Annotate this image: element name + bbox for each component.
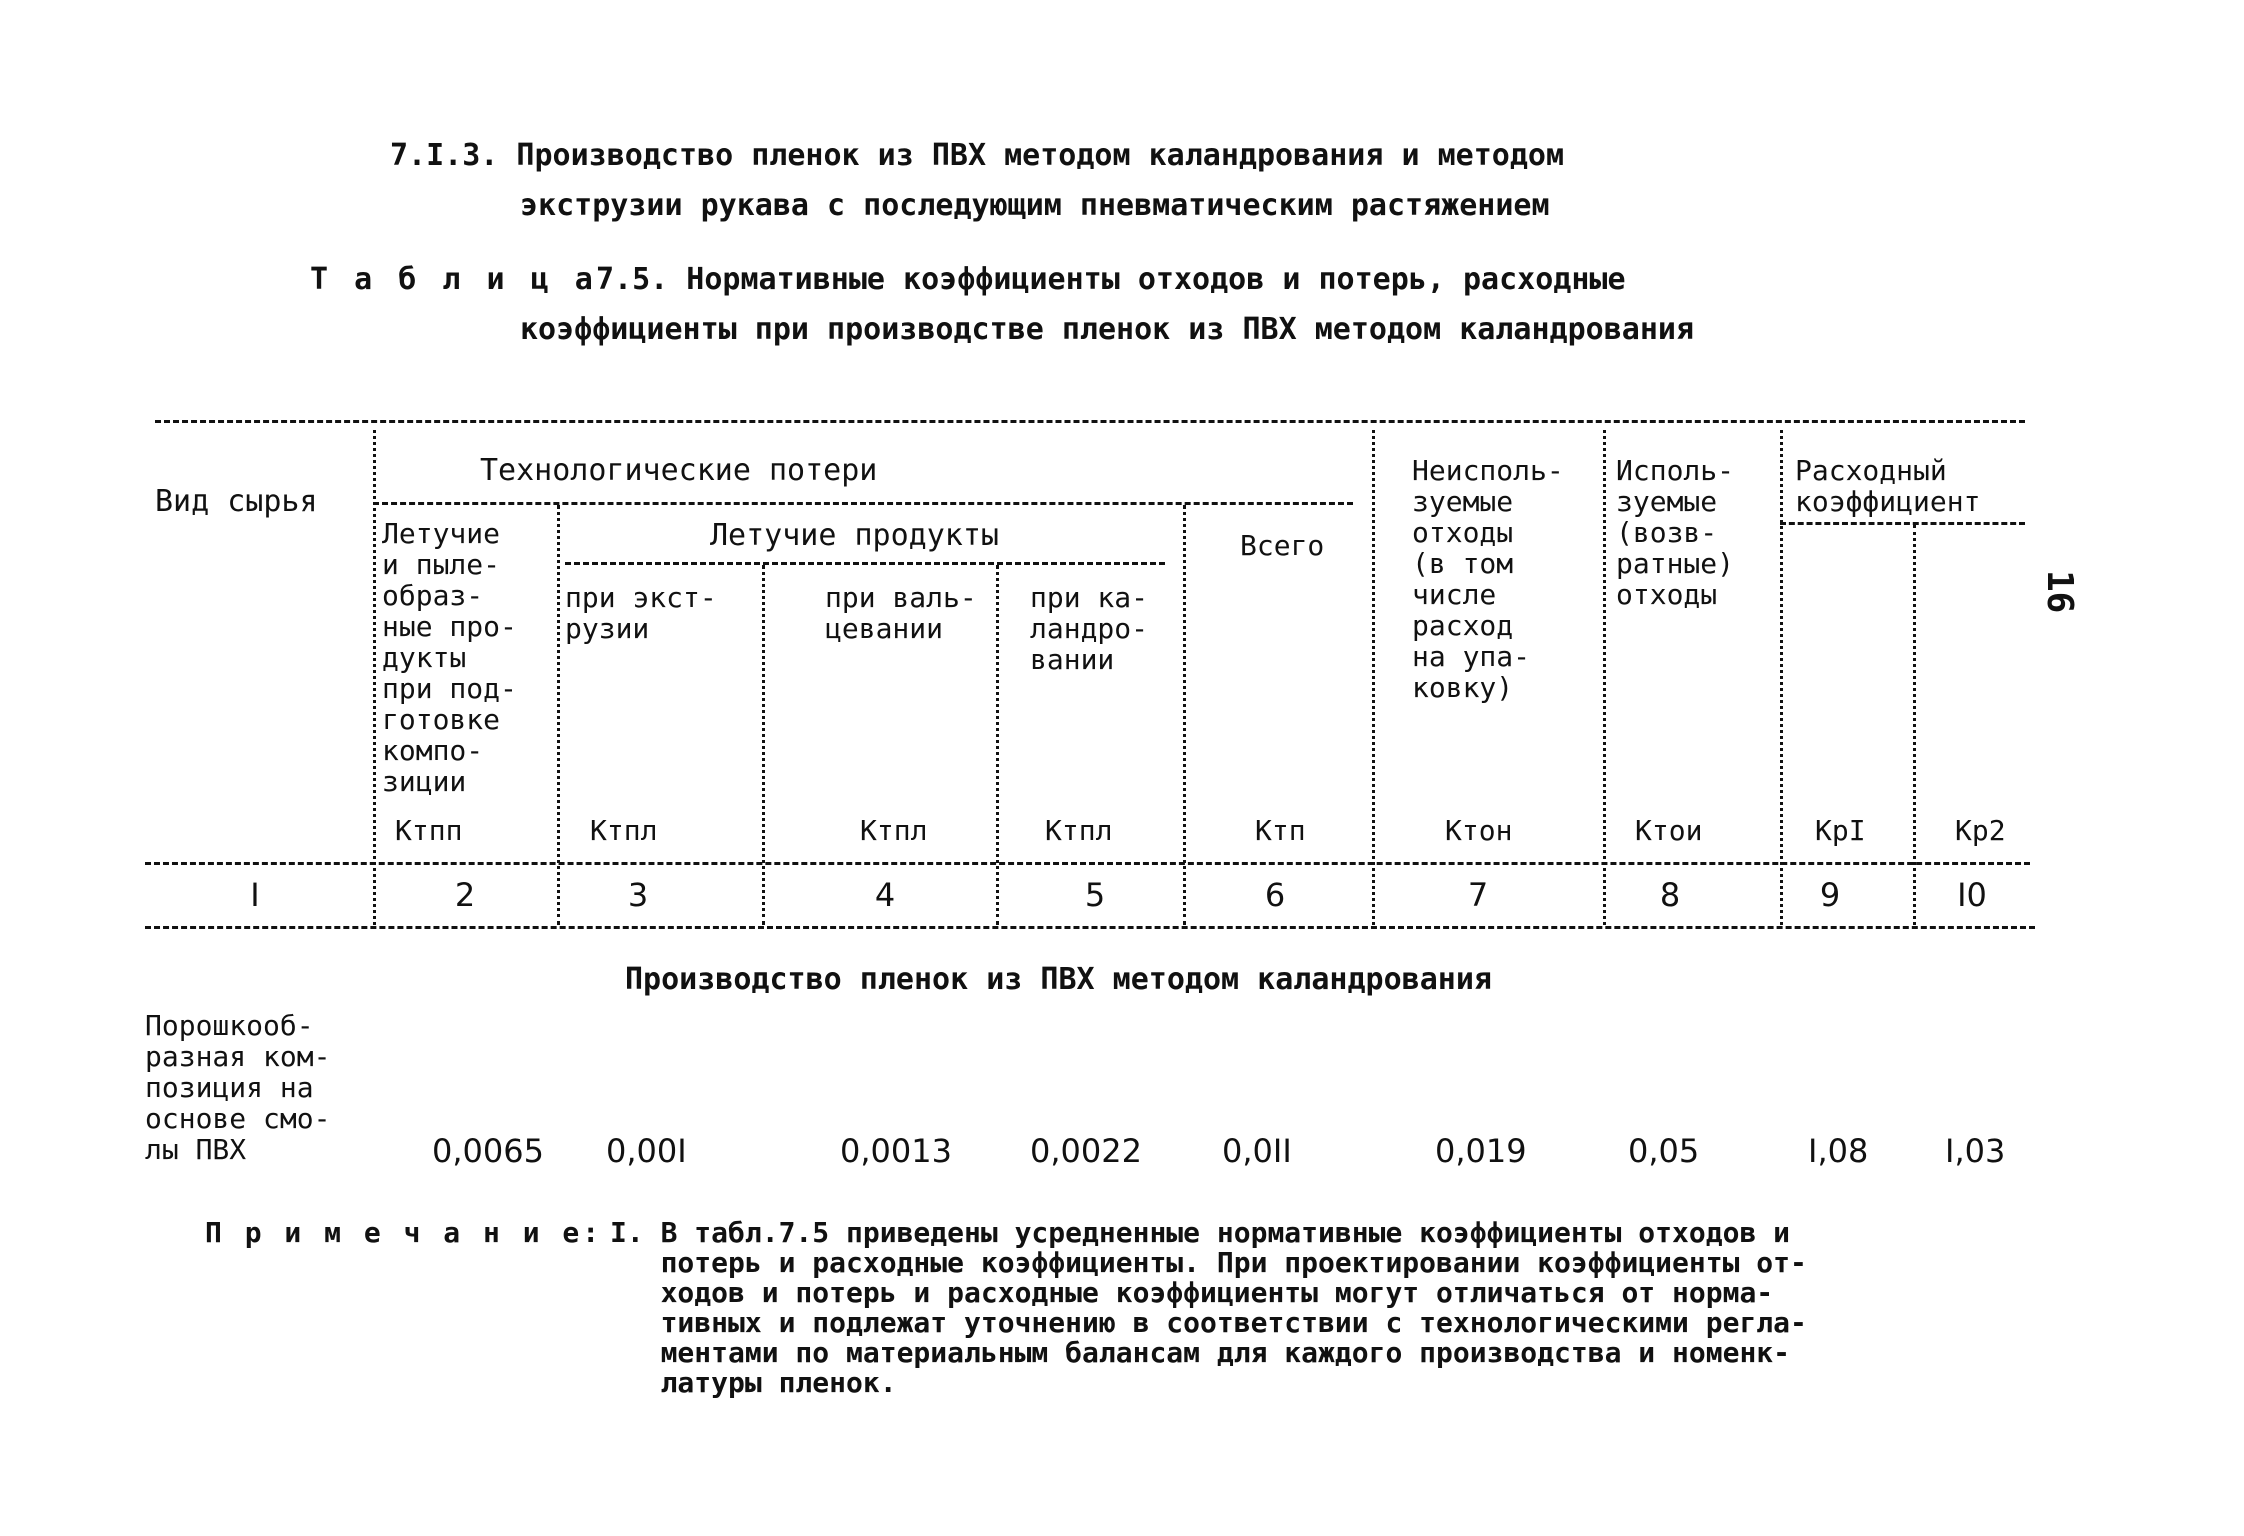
col-num-4: 4	[874, 876, 896, 914]
col-num-9: 9	[1819, 876, 1841, 914]
note-label: П р и м е ч а н и е:	[205, 1216, 603, 1249]
table-caption-line2: коэффициенты при производстве пленок из ПВХ методом каландрования	[520, 312, 1694, 347]
section-heading-line2: экструзии рукава с последующим пневматическим растяжением	[520, 188, 1550, 223]
code-kr2: Кр2	[1955, 814, 2006, 847]
code-kton: Ктон	[1445, 814, 1513, 847]
col-num-3: 3	[627, 876, 649, 914]
value-ktpp: 0,0065	[432, 1132, 544, 1170]
code-ktp: Ктп	[1255, 814, 1306, 847]
value-kr2: I,03	[1945, 1132, 2006, 1170]
header-volatile-dust: Летучие и пыле- образ- ные про- дукты при под- готовке компо- зиции	[382, 517, 517, 798]
value-kr1: I,08	[1808, 1132, 1869, 1170]
code-ktpl-calendering: Ктпл	[1045, 814, 1113, 847]
col-num-1: I	[250, 876, 260, 914]
col-num-2: 2	[454, 876, 476, 914]
row-raw-material: Порошкооб- разная ком- позиция на основе смо- лы ПВХ	[145, 1009, 331, 1166]
value-ktoi: 0,05	[1628, 1132, 1700, 1170]
table-caption-label: Т а б л и ц а	[310, 262, 597, 297]
header-volatile-products: Летучие продукты	[710, 518, 999, 553]
header-tech-losses: Технологические потери	[480, 453, 878, 488]
value-ktpl-extrusion: 0,00I	[606, 1132, 687, 1170]
header-consumption: Расходный коэффициент	[1795, 454, 1981, 518]
col-num-6: 6	[1264, 876, 1286, 914]
value-ktpl-rolling: 0,0013	[840, 1132, 952, 1170]
header-rolling: при валь- цевании	[825, 581, 977, 645]
code-kr1: КрI	[1815, 814, 1866, 847]
col-num-10: I0	[1957, 876, 1987, 914]
table-caption-line1: 7.5. Нормативные коэффициенты отходов и потерь, расходные	[596, 262, 1626, 297]
col-num-5: 5	[1084, 876, 1106, 914]
code-ktoi: Ктои	[1635, 814, 1703, 847]
value-ktpl-calendering: 0,0022	[1030, 1132, 1142, 1170]
section-heading-line1: 7.I.3. Производство пленок из ПВХ методом каландрования и методом	[390, 138, 1564, 173]
value-kton: 0,019	[1435, 1132, 1527, 1170]
header-extrusion: при экст- рузии	[565, 581, 717, 645]
table-subheading: Производство пленок из ПВХ методом каландрования	[625, 962, 1492, 997]
code-ktpl-rolling: Ктпл	[860, 814, 928, 847]
header-unused-waste: Неисполь- зуемые отходы (в том числе расход на упа- ковку)	[1412, 454, 1564, 704]
col-num-8: 8	[1659, 876, 1681, 914]
col-num-7: 7	[1467, 876, 1489, 914]
header-total: Всего	[1240, 529, 1325, 562]
note-text: I. В табл.7.5 приведены усредненные нормативные коэффициенты отходов и потерь и расходные коэффициенты. При проектировании коэффициенты от- ходов и потерь и расходные коэффициенты могут отличаться от норма- тивных и подлежат уточнению в соответствии с технологическими регла- ментами по материальным балансам для каждого производства и номенк- латуры пленок.	[610, 1216, 1807, 1399]
value-ktp: 0,0II	[1222, 1132, 1292, 1170]
header-raw-material: Вид сырья	[155, 484, 318, 519]
header-used-waste: Исполь- зуемые (возв- ратные) отходы	[1616, 454, 1735, 611]
header-calendering: при ка- ландро- вании	[1030, 581, 1149, 676]
code-ktpp: Ктпп	[395, 814, 463, 847]
code-ktpl-extrusion: Ктпл	[590, 814, 658, 847]
page-number: 16	[2039, 570, 2080, 614]
